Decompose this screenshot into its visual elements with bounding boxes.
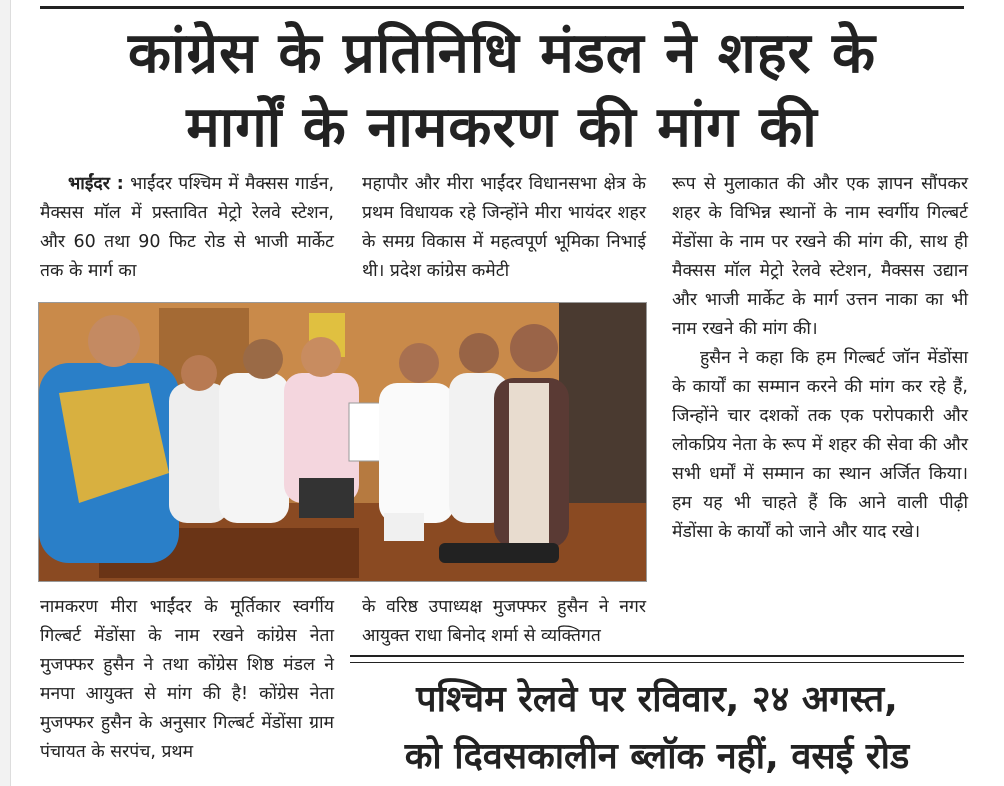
column-1-top-text: भाईंदर पश्चिम में मैक्सस गार्डन, मैक्सस मॉल में प्रस्तावित मेट्रो रेलवे स्टेशन, और 60 तथा 90 फिट रोड से भाजी मार्केट तक के मार्ग का	[40, 174, 335, 281]
person-face	[459, 333, 499, 373]
person-face	[399, 343, 439, 383]
person-face	[181, 355, 217, 391]
photo-illustration	[39, 303, 646, 581]
person-face	[510, 324, 558, 372]
person-face	[88, 315, 140, 367]
desk-phone	[439, 543, 559, 563]
tissue-box	[384, 513, 424, 541]
headline-line-2: मार्गों के नामकरण की मांग की	[186, 95, 818, 160]
headline-line-1: कांग्रेस के प्रतिनिधि मंडल ने शहर के	[128, 21, 876, 86]
person-face	[243, 339, 283, 379]
person-trousers	[299, 478, 354, 518]
column-3-paragraph-2-wrap	[672, 344, 968, 547]
page-edge	[0, 0, 11, 786]
news-photo	[38, 302, 647, 582]
article-column-1-bottom: नामकरण मीरा भाईंदर के मूर्तिकार स्वर्गीय गिल्बर्ट मेंडोंसा के नाम रखने कांग्रेस नेता मुजफ्फर हुसैन ने तथा कोंग्रेस शिष्ठ मंडल ने मनपा आयुक्त से मांग की है! कोंग्रेस नेता मुजफ्फर हुसैन के अनुसार गिल्बर्ट मेंडोंसा ग्राम पंचायत के सरपंच, प्रथम	[40, 597, 334, 762]
top-rule	[40, 6, 964, 9]
person-stole	[509, 383, 549, 543]
person-face	[301, 337, 341, 377]
person-white-3	[219, 373, 289, 523]
column-3-paragraph-1: रूप से मुलाकात की और एक ज्ञापन सौंपकर शहर के विभिन्न स्थानों के नाम स्वर्गीय गिल्बर्ट मेंडोंसा के नाम पर रखने की मांग की, साथ ही मैक्सस मॉल मेट्रो रेलवे स्टेशन, मैक्सस उद्यान और भाजी मार्केट के मार्ग उत्तन नाका का भी नाम रखने की मांग की।	[672, 174, 968, 339]
story-divider-thin	[350, 662, 964, 663]
article-column-1-top	[40, 170, 334, 286]
article-column-2-bottom: के वरिष्ठ उपाध्यक्ष मुजफ्फर हुसैन ने नगर आयुक्त राधा बिनोद शर्मा से व्यक्तिगत	[362, 597, 646, 646]
second-headline-line-2: को दिवसकालीन ब्लॉक नहीं, वसई रोड	[404, 736, 910, 777]
article-column-2-top: महापौर और मीरा भाईंदर विधानसभा क्षेत्र के प्रथम विधायक रहे जिन्होंने मीरा भायंदर शहर के समग्र विकास में महत्वपूर्ण भूमिका निभाई थी। प्रदेश कांग्रेस कमेटी	[362, 174, 646, 281]
story-divider	[350, 655, 964, 657]
dateline: भाईंदर :	[68, 174, 124, 194]
article-column-3	[672, 170, 968, 547]
second-headline-line-1: पश्चिम रेलवे पर रविवार, २४ अगस्त,	[416, 679, 898, 720]
column-3-paragraph-2: हुसैन ने कहा कि हम गिल्बर्ट जॉन मेंडोंसा के कार्यों का सम्मान करने की मांग कर रहे हैं, जिन्होंने चार दशकों तक एक परोपकारी और लोकप्रिय नेता के रूप में शहर की सेवा की और सभी धर्मों में सम्मान का स्थान अर्जित किया। हम यह भी चाहते हैं कि आने वाली पीढ़ी मेंडोंसा के कार्यों को जाने और याद रखे।	[672, 348, 968, 542]
person-white-4	[379, 383, 454, 523]
